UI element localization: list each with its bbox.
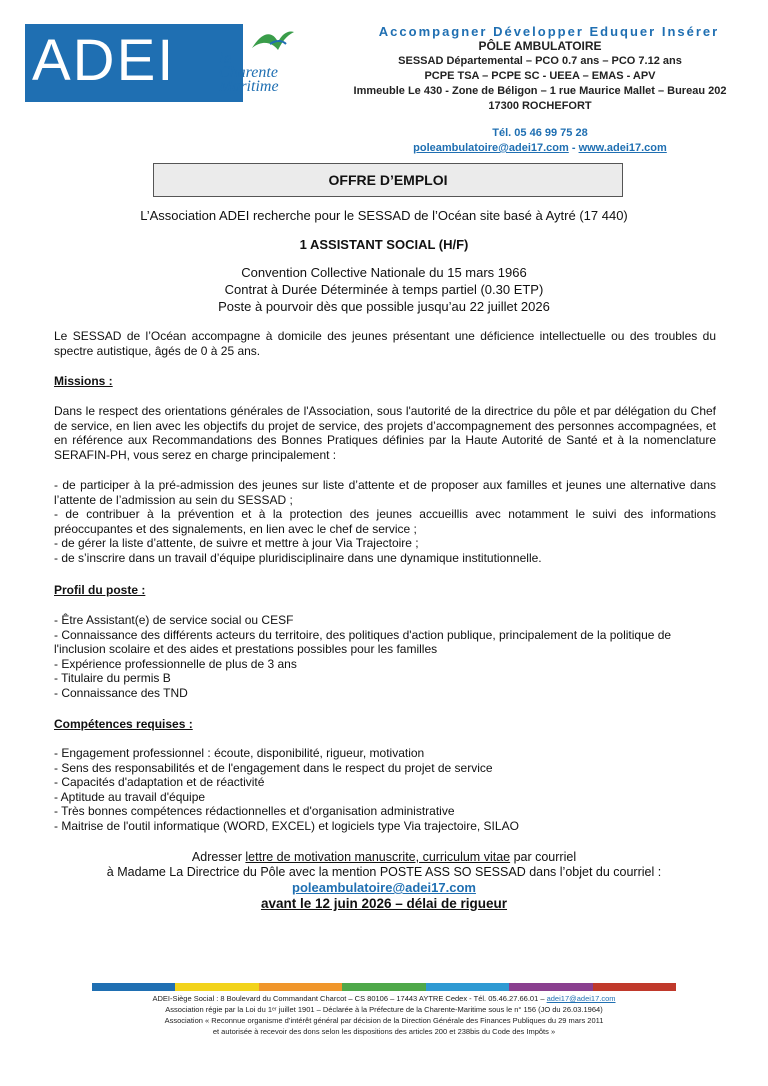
footer-line4: et autorisée à recevoir des dons selon les dispositions des articles 200 et 238bis du Code des Impôts »	[212, 1027, 556, 1036]
header-address: Immeuble Le 430 - Zone de Béligon – 1 rue Maurice Mallet – Bureau 202	[353, 85, 727, 97]
application-instructions	[0, 850, 768, 912]
list-item: - de s’inscrire dans un travail d’équipe pluridisciplinaire dans une dynamique institutionnelle.	[54, 550, 542, 565]
list-item: - de gérer la liste d’attente, de suivre et mettre à jour Via Trajectoire ;	[54, 536, 419, 551]
list-item: - Connaissance des TND	[54, 685, 188, 700]
list-item: - Connaissance des différents acteurs du territoire, des politiques d'action publique, principalement de la politique de l'inclusion scolaire et des aides et prestations possibles pour les familles	[54, 627, 672, 657]
charente-maritime-logo	[219, 52, 279, 94]
application-suffix: par courriel	[510, 850, 577, 864]
list-item: - de participer à la pré-admission des jeunes sur liste d’attente et de proposer aux familles et jeunes une alternative dans l’attente de l’admission au sein du SESSAD ;	[54, 478, 716, 507]
intro-line: L’Association ADEI recherche pour le SESSAD de l’Océan site basé à Aytré (17 440)	[140, 208, 628, 223]
logo-region-line3: Maritime	[219, 78, 279, 95]
offre-title-box: OFFRE D’EMPLOI	[153, 163, 623, 197]
footer-line2: Association régie par la Loi du 1ᵉʳ juillet 1901 – Déclarée à la Préfecture de la Charente-Maritime sous le n° 156 (JO du 26.03.1964)	[165, 1005, 603, 1014]
list-item: - Être Assistant(e) de service social ou CESF	[54, 613, 294, 627]
logo-region-line1: la	[219, 50, 232, 67]
header-city: 17300 ROCHEFORT	[488, 100, 592, 112]
profil-heading: Profil du poste :	[54, 583, 146, 597]
start-line: Poste à pourvoir dès que possible jusqu’au 22 juillet 2026	[218, 299, 550, 314]
header-services-2: PCPE TSA – PCPE SC - UEEA – EMAS - APV	[424, 70, 656, 82]
header-contact-links	[330, 141, 750, 156]
footer-line1	[0, 993, 768, 1004]
footer	[0, 993, 768, 1037]
list-item: - Engagement professionnel : écoute, disponibilité, rigueur, motivation	[54, 746, 425, 760]
application-prefix: Adresser	[191, 850, 246, 864]
header-services-1: SESSAD Départemental – PCO 0.7 ans – PCO 7.12 ans	[398, 55, 682, 67]
pole-name: PÔLE AMBULATOIRE	[478, 39, 602, 53]
list-item: - Titulaire du permis B	[54, 671, 171, 686]
color-bar-segment	[342, 983, 425, 991]
color-bar-segment	[509, 983, 592, 991]
missions-list	[54, 478, 716, 566]
list-item: - Très bonnes compétences rédactionnelles et d'organisation administrative	[54, 804, 455, 819]
color-bar-segment	[259, 983, 342, 991]
competences-heading: Compétences requises :	[54, 717, 193, 731]
logo-region-line2: Charente	[219, 64, 278, 81]
footer-address: ADEI-Siège Social : 8 Boulevard du Commandant Charcot – CS 80106 – 17443 AYTRE Cedex - Tél. 05.46.27.66.01 –	[152, 994, 547, 1003]
header-website-link[interactable]: www.adei17.com	[578, 142, 667, 154]
header-separator: -	[568, 142, 579, 154]
tagline: Accompagner Développer Eduquer Insérer	[378, 24, 720, 39]
profil-list	[54, 613, 716, 701]
letterhead	[330, 24, 750, 156]
list-item: - Expérience professionnelle de plus de 3 ans	[54, 656, 297, 671]
list-item: - Capacités d'adaptation et de réactivité	[54, 775, 265, 790]
color-bar-segment	[175, 983, 258, 991]
footer-line3: Association « Reconnue organisme d’intérêt général par décision de la Direction Générale des Finances Publiques du 29 mars 2011	[164, 1016, 604, 1025]
convention-line: Convention Collective Nationale du 15 mars 1966	[241, 265, 527, 280]
competences-list	[54, 746, 716, 834]
job-title: 1 ASSISTANT SOCIAL (H/F)	[299, 237, 469, 252]
application-documents: lettre de motivation manuscrite, curriculum vitae	[245, 850, 511, 864]
color-bar-segment	[593, 983, 676, 991]
missions-heading: Missions :	[54, 374, 113, 388]
application-line2: à Madame La Directrice du Pôle avec la mention POSTE ASS SO SESSAD dans l’objet du courriel :	[106, 865, 662, 879]
color-bar-segment	[426, 983, 509, 991]
service-description: Le SESSAD de l’Océan accompagne à domicile des jeunes présentant une déficience intellectuelle ou des troubles du spectre autistique, âgés de 0 à 25 ans.	[54, 329, 716, 358]
application-email-link[interactable]: poleambulatoire@adei17.com	[292, 880, 476, 895]
list-item: - Maitrise de l'outil informatique (WORD, EXCEL) et logiciels type Via trajectoire, SILAO	[54, 818, 519, 833]
list-item: - de contribuer à la prévention et à la protection des jeunes accueillis avec notamment le suivi des informations préoccupantes et des signalements, en lien avec le chef de service ;	[54, 507, 716, 536]
contract-line: Contrat à Durée Déterminée à temps partiel (0.30 ETP)	[224, 282, 544, 297]
footer-color-bar	[92, 983, 676, 991]
footer-email-link[interactable]: adei17@adei17.com	[546, 994, 616, 1003]
header-phone: Tél. 05 46 99 75 28	[492, 127, 588, 139]
missions-intro: Dans le respect des orientations générales de l'Association, sous l'autorité de la directrice du pôle et par délégation du Chef de service, en lien avec les objectifs du projet de service, des projets d’accompagnement des personnes accompagnées, et en référence aux Recommandations des Bonnes Pratiques définies par la Haute Autorité de Santé et à la nomenclature SERAFIN-PH, vous serez en charge principalement :	[54, 404, 716, 462]
adei-logo-text: ADEI	[32, 28, 176, 93]
list-item: - Aptitude au travail d'équipe	[54, 789, 206, 804]
header-email-link[interactable]: poleambulatoire@adei17.com	[413, 142, 569, 154]
application-deadline: avant le 12 juin 2026 – délai de rigueur	[260, 896, 508, 911]
color-bar-segment	[92, 983, 175, 991]
list-item: - Sens des responsabilités et de l'engagement dans le respect du projet de service	[54, 760, 493, 775]
application-line1	[0, 850, 768, 865]
